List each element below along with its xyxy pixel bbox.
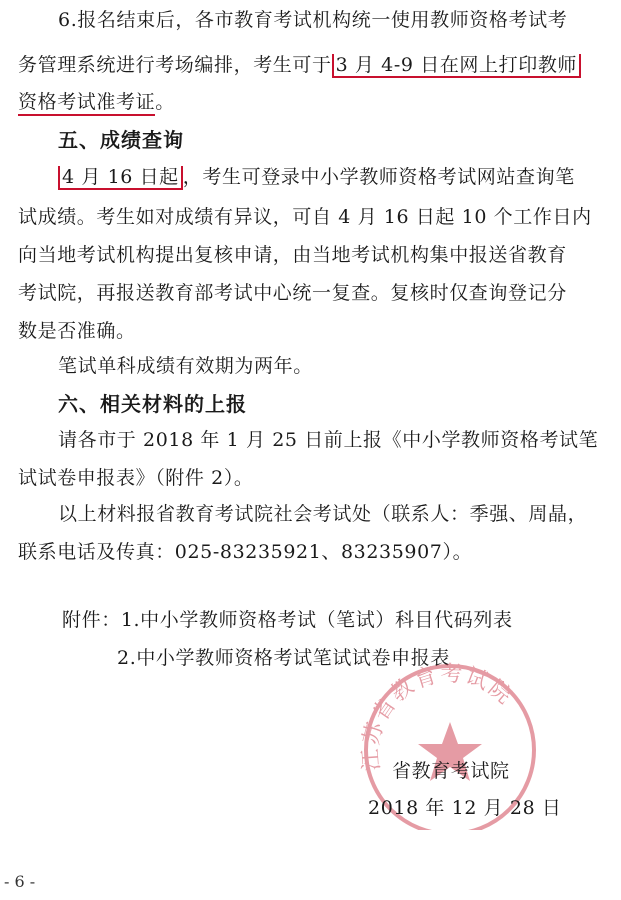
attachment-label: 附件： xyxy=(62,609,121,631)
para6-line2 xyxy=(18,51,610,79)
signature-org: 省教育考试院 xyxy=(392,760,510,782)
admission-ticket-highlight: 资格考试准考证 xyxy=(18,91,155,116)
seal-text: 江苏省教育考试院 xyxy=(358,661,518,772)
section5-line4: 考试院，再报送教育部考试中心统一复查。复核时仅查询登记分 xyxy=(18,282,567,304)
signature-date: 2018 年 12 月 28 日 xyxy=(368,797,562,819)
para6-line3-end: 。 xyxy=(155,91,175,113)
section5-line1-rest: ，考生可登录中小学教师资格考试网站查询笔 xyxy=(182,166,575,188)
section6-line3: 以上材料报省教育考试院社会考试处（联系人：季强、周晶， xyxy=(58,503,588,525)
page-number: - 6 - xyxy=(4,872,36,891)
validity-note: 笔试单科成绩有效期为两年。 xyxy=(58,355,313,377)
print-date-highlight: 3 月 4-9 日在网上打印教师 xyxy=(332,54,581,78)
score-date-highlight: 4 月 16 日起 xyxy=(58,166,183,190)
para6-line3 xyxy=(18,88,610,116)
section5-line5: 数是否准确。 xyxy=(18,320,136,342)
para6-line2-text: 务管理系统进行考场编排，考生可于 xyxy=(18,54,332,76)
section6-line2: 试试卷申报表》（附件 2）。 xyxy=(18,467,254,489)
para6-line1: 6.报名结束后，各市教育考试机构统一使用教师资格考试考 xyxy=(58,9,568,31)
section6-heading: 六、相关材料的上报 xyxy=(58,392,247,416)
section6-line1: 请各市于 2018 年 1 月 25 日前上报《中小学教师资格考试笔 xyxy=(58,429,599,451)
attachment-item-1: 1.中小学教师资格考试（笔试）科目代码列表 xyxy=(120,609,513,631)
section5-line1 xyxy=(58,163,610,191)
section6-line4: 联系电话及传真：025-83235921、83235907）。 xyxy=(18,541,473,563)
attachment-1 xyxy=(62,606,621,634)
attachment-item-2: 2.中小学教师资格考试笔试试卷申报表 xyxy=(117,647,450,669)
section5-line3: 向当地考试机构提出复核申请，由当地考试机构集中报送省教育 xyxy=(18,244,567,266)
section5-line2: 试成绩。考生如对成绩有异议，可自 4 月 16 日起 10 个工作日内 xyxy=(18,206,592,228)
section5-heading: 五、成绩查询 xyxy=(58,128,184,152)
